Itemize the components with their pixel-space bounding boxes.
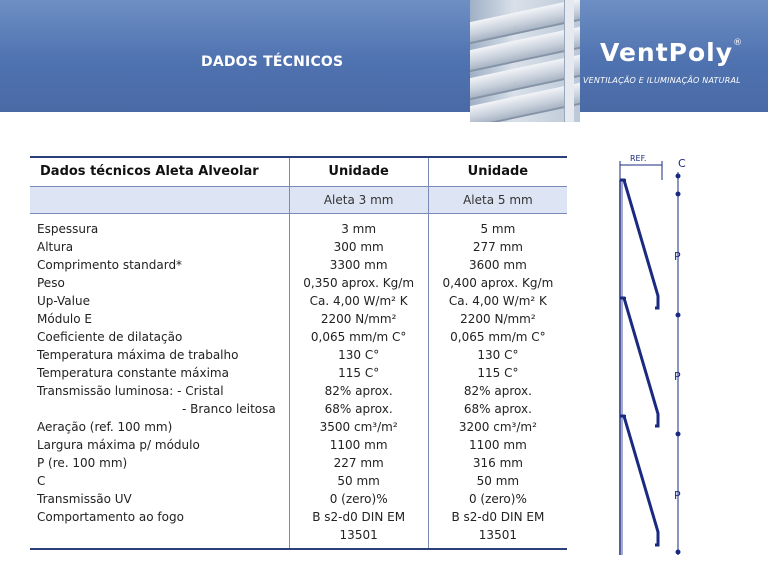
table-header-unit-3mm: Unidade <box>289 157 428 186</box>
property-label: Peso <box>37 275 65 290</box>
values-5mm-column <box>428 213 567 549</box>
property-label: Transmissão luminosa: - Cristal <box>37 383 224 398</box>
value-5mm: 2200 N/mm² <box>460 311 536 326</box>
value-5mm: 0,400 aprox. Kg/m <box>442 275 554 290</box>
brand-tagline: VENTILAÇÃO E ILUMINAÇÃO NATURAL <box>583 76 741 85</box>
property-label: Aeração (ref. 100 mm) <box>37 419 173 434</box>
value-5mm: 3200 cm³/m² <box>458 419 537 434</box>
property-label: - Branco leitosa <box>182 401 276 416</box>
value-5mm: 130 C° <box>477 347 519 362</box>
header-banner <box>0 0 768 112</box>
value-3mm: B s2-d0 DIN EM <box>312 509 406 524</box>
value-5mm: 115 C° <box>477 365 519 380</box>
dimension-node <box>676 432 681 437</box>
p-label-1: P <box>674 250 681 263</box>
property-label: Comportamento ao fogo <box>37 509 184 524</box>
property-label: Up-Value <box>37 293 90 308</box>
value-5mm: 0 (zero)% <box>468 491 527 506</box>
value-3mm: 13501 <box>339 527 378 542</box>
table-subheader-5mm: Aleta 5 mm <box>428 186 567 213</box>
louver-section-diagram <box>600 150 710 565</box>
property-label: Largura máxima p/ módulo <box>37 437 200 452</box>
property-label: Altura <box>37 239 74 254</box>
dimension-node <box>676 174 681 179</box>
property-label: Temperatura máxima de trabalho <box>37 347 239 362</box>
value-5mm: 5 mm <box>480 221 516 236</box>
brand-name: VentPoly <box>600 38 734 67</box>
table-subheader-empty <box>30 186 289 213</box>
value-3mm: 227 mm <box>333 455 384 470</box>
value-5mm: 82% aprox. <box>463 383 532 398</box>
technical-data-table <box>30 156 567 550</box>
value-5mm: 0,065 mm/m C° <box>450 329 546 344</box>
value-5mm: B s2-d0 DIN EM <box>451 509 545 524</box>
property-label: Módulo E <box>37 311 92 326</box>
property-labels-column <box>30 213 289 549</box>
louver-photo <box>470 0 580 122</box>
property-label: Transmissão UV <box>37 491 132 506</box>
property-label: Comprimento standard* <box>37 257 183 272</box>
value-5mm: 316 mm <box>472 455 523 470</box>
value-3mm: 0 (zero)% <box>329 491 388 506</box>
value-3mm: 3300 mm <box>329 257 388 272</box>
louver-slat <box>620 180 658 308</box>
value-3mm: Ca. 4,00 W/m² K <box>309 293 408 308</box>
value-3mm: 1100 mm <box>329 437 388 452</box>
p-label-2: P <box>674 370 681 383</box>
value-3mm: 130 C° <box>338 347 380 362</box>
value-5mm: 50 mm <box>476 473 520 488</box>
dimension-node <box>676 192 681 197</box>
p-label-3: P <box>674 489 681 502</box>
value-3mm: 50 mm <box>337 473 380 488</box>
value-3mm: 3 mm <box>341 221 377 236</box>
value-3mm: 2200 N/mm² <box>320 311 397 326</box>
value-3mm: 300 mm <box>333 239 384 254</box>
ref-label: REF. <box>630 154 647 163</box>
c-label: C <box>678 157 686 170</box>
value-5mm: 13501 <box>478 527 517 542</box>
value-5mm: 68% aprox. <box>463 401 532 416</box>
value-3mm: 0,065 mm/m C° <box>310 329 407 344</box>
values-3mm-column <box>289 213 428 549</box>
value-5mm: 3600 mm <box>469 257 527 272</box>
value-3mm: 82% aprox. <box>324 383 393 398</box>
dimension-node <box>676 550 681 555</box>
dimension-node <box>676 313 681 318</box>
table-header-description: Dados técnicos Aleta Alveolar <box>30 157 289 186</box>
property-label: C <box>37 473 46 488</box>
table-header-unit-5mm: Unidade <box>428 157 567 186</box>
property-label: Espessura <box>37 221 99 236</box>
brand-registered-mark: ® <box>733 38 744 48</box>
brand-logo <box>600 38 743 67</box>
table-subheader-3mm: Aleta 3 mm <box>289 186 428 213</box>
property-label: Coeficiente de dilatação <box>37 329 183 344</box>
louver-slat <box>620 416 658 545</box>
page-title: DADOS TÉCNICOS <box>201 54 344 70</box>
property-label: Temperatura constante máxima <box>37 365 229 380</box>
value-5mm: Ca. 4,00 W/m² K <box>448 293 547 308</box>
louver-slat <box>620 298 658 426</box>
value-3mm: 3500 cm³/m² <box>319 419 398 434</box>
value-5mm: 277 mm <box>472 239 523 254</box>
property-label: P (re. 100 mm) <box>37 455 128 470</box>
value-3mm: 68% aprox. <box>324 401 393 416</box>
value-3mm: 115 C° <box>338 365 380 380</box>
value-5mm: 1100 mm <box>469 437 527 452</box>
value-3mm: 0,350 aprox. Kg/m <box>303 275 415 290</box>
